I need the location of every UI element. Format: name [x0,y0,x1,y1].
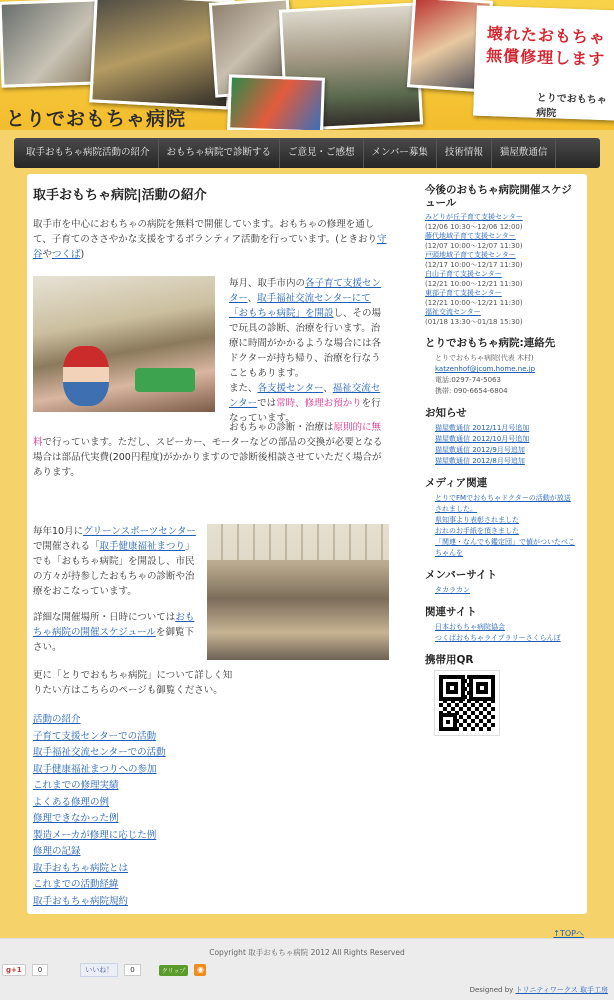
link-records[interactable]: 修理の記録 [33,846,81,857]
main-nav [14,138,600,168]
contact-title: とりでおもちゃ病院:連絡先 [425,337,556,349]
news-list [425,423,575,467]
link-examples[interactable]: よくある修理の例 [33,796,110,808]
related-link[interactable]: つくばおもちゃライブラリーさくらんぼ [435,634,561,642]
facebook-like-count: 0 [124,964,140,976]
event-link[interactable]: 東部子育て支援センター [425,289,502,297]
contact-section [425,337,575,397]
link-welfare[interactable]: 取手福祉交流センターでの活動 [33,747,166,758]
green-sports-center-link[interactable]: グリーンスポーツセンター [83,526,196,537]
sign-text [486,23,606,71]
text: し、その場で玩具の診断、治療を行います。治療に時間がかかるような場合には各ドクターが持ち帰り、治療を行なうこともあります。 [229,308,382,379]
content-card [27,174,587,914]
event-date: (12/17 10:00～12/17 11:30) [425,260,523,269]
free-highlight: 原則的に無料 [33,422,382,448]
related-list [425,622,575,644]
media-link[interactable]: 「関連・なんでも鑑定団」で値がついたべこちゃんを [435,538,575,557]
text: では [257,398,277,409]
welfare-exchange-link[interactable]: 福祉交流センター [229,383,381,409]
link-maker[interactable]: 製造メーカが修理に応じた例 [33,829,157,841]
text: 毎年10月に [33,526,84,537]
schedule-paragraph [33,610,197,655]
header-photo [227,74,325,130]
link-childcare[interactable]: 子育て支援センターでの活動 [33,730,157,742]
link-history[interactable]: これまでの活動経緯 [33,879,119,890]
member-section [425,569,575,596]
header-photo [0,0,103,88]
support-center-link[interactable]: 各子育て支援センター [229,278,382,304]
nav-item-newsletter[interactable]: 猫屋敷通信 [492,138,557,168]
site-footer [0,938,614,1000]
schedule-section [425,184,575,327]
text: を御覧下さい。 [33,627,194,653]
event-link[interactable]: みどりが丘子育て支援センター [425,213,523,221]
event-link[interactable]: 戸頭地域子育て支援センター [425,251,516,259]
designed-prefix: Designed by [469,986,516,994]
event-date: (12/06 10:30～12/06 12:00) [425,222,523,231]
news-link[interactable]: 猫屋敷通信 2012/10月号追加 [435,435,530,443]
contact-email-link[interactable]: katzenhof@jcom.home.ne.jp [435,365,536,373]
link-festival[interactable]: 取手健康福祉まつりへの参加 [33,763,157,775]
monthly-paragraph [229,276,389,426]
designer-link[interactable]: トリニティワークス 取手工房 [515,986,608,994]
sidebar [425,184,575,745]
qr-title: 携帯用QR [425,654,474,666]
social-buttons [0,963,206,977]
news-link[interactable]: 猫屋敷通信 2012/11月号追加 [435,424,530,432]
news-link[interactable]: 猫屋敷通信 2012/8月号追加 [435,457,525,465]
page-links [33,712,166,910]
welfare-center-link[interactable]: 取手福祉交流センターにて「おもちゃ病院」を開設 [229,293,371,319]
festival-paragraph [33,524,197,599]
text: で行っています。ただし、スピーカー、モーターなどの部品の交換が必要となる場合は部品代実費(200円程度)がかかりますので診断後相談させていただく場合があります。 [33,437,383,478]
related-title: 関連サイト [425,606,477,618]
nav-item-recruit[interactable]: メンバー募集 [364,138,437,168]
link-rules[interactable]: 取手おもちゃ病院規約 [33,895,129,907]
festival-photo [207,524,389,660]
link-results[interactable]: これまでの修理実績 [33,780,119,791]
more-info-paragraph: 更に「とりでおもちゃ病院」について詳しく知りたい方はこちらのページも御覧ください。 [33,670,233,696]
related-section [425,606,575,644]
text: 、 [323,383,333,394]
rss-icon[interactable]: ◉ [194,964,206,976]
qr-section [425,654,575,735]
news-title: お知らせ [425,407,467,419]
contact-info [425,353,575,397]
text: を行なっています。 [229,398,381,424]
news-section [425,407,575,467]
text: 毎月、取手市内の [229,278,306,289]
main-content [33,184,389,907]
contact-name: とりでおもちゃ病院(代表 木村) [435,354,534,362]
news-link[interactable]: 猫屋敷通信 2012/9月号追加 [435,446,525,454]
event-date: (12/21 10:00～12/21 11:30) [425,298,523,307]
member-link[interactable]: タカラカン [435,586,470,594]
sign-line-1: 壊れたおもちゃ [486,23,607,48]
intro-text: や [42,249,53,260]
media-title: メディア関連 [425,477,488,489]
nav-item-tech[interactable]: 技術情報 [437,138,492,168]
related-link[interactable]: 日本おもちゃ病院協会 [435,623,505,631]
page-title: 取手おもちゃ病院|活動の紹介 [33,188,207,203]
link-about[interactable]: 取手おもちゃ病院とは [33,862,129,874]
qr-code-icon [435,671,499,735]
event-link[interactable]: 福祉交流センター [425,308,481,316]
fee-paragraph [33,420,383,480]
text: 詳細な開催場所・日時については [33,612,176,623]
media-section [425,477,575,559]
text: おもちゃの診断・治療は [229,422,334,433]
toy-figure [135,368,195,392]
event-date: (01/18 13:30～01/18 15:30) [425,317,523,326]
link-activities[interactable]: 活動の紹介 [33,714,81,725]
sign-small-text: とりでおもちゃ病院 [536,92,607,120]
google-plus-count: 0 [32,964,48,976]
link-failed[interactable]: 修理できなかった例 [33,813,119,824]
tsukuba-link[interactable]: つくば [52,249,81,260]
google-plus-button[interactable]: g+1 [2,964,26,976]
intro-text: ) [80,249,85,260]
text: 」でも「おもちゃ病院」を開設し、市民の方々が持参したおもちゃの診断や治療をおこなっています。 [33,541,195,597]
event-date: (12/21 10:00～12/21 11:30) [425,279,523,288]
site-header [0,0,614,130]
event-date: (12/07 10:00～12/07 11:30) [425,241,523,250]
moriya-link[interactable]: 守谷 [33,234,387,260]
to-top-link[interactable]: ↑TOPへ [553,929,584,938]
schedule-title: 今後のおもちゃ病院開催スケジュール [425,184,572,209]
schedule-link[interactable]: おもちゃ病院の開催スケジュール [33,612,195,638]
sign-line-2: 無償修理します [485,45,606,70]
member-list [425,585,575,596]
media-list [425,493,575,559]
media-link[interactable]: とりでFMでおもちゃドクターの活動が放送されました。 [435,494,571,513]
highlight-text: 常時、修理お預かり [276,398,362,409]
site-title[interactable]: とりでおもちゃ病院 [6,108,187,130]
contact-mobile: 携帯: 090-6654-6804 [435,387,508,395]
event-link[interactable]: 藤代地域子育て支援センター [425,232,516,240]
nav-item-activities[interactable]: 取手おもちゃ病院活動の紹介 [18,138,159,168]
text: 、 [247,293,258,304]
text: また、 [229,383,258,394]
clinic-photo [33,276,215,412]
member-title: メンバーサイト [425,569,498,581]
media-link[interactable]: おれのお手紙を頂きました [435,527,519,535]
photo-window [207,524,389,560]
contact-tel: 電話:0297-74-5063 [435,376,501,384]
intro-paragraph [33,217,389,262]
intro-text: 取手市を中心におもちゃの病院を無料で開催しています。おもちゃの修理を通して、子育てのささやかな支援をするボランティア活動を行っています。(ときおり [33,219,377,245]
child-figure [63,346,109,406]
clip-button[interactable]: クリップ [159,965,189,976]
support-centers-link[interactable]: 各支援センター [257,383,324,394]
header-sign-photo [473,6,614,121]
media-link[interactable]: 県知事より表彰されました [435,516,519,524]
nav-item-feedback[interactable]: ご意見・ご感想 [280,138,364,168]
health-festival-link[interactable]: 取手健康福祉まつり [99,541,186,552]
copyright: Copyright 取手おもちゃ病院 2012 All Rights Reserved [209,948,405,957]
nav-item-diagnosis[interactable]: おもちゃ病院で診断する [159,138,281,168]
designed-by [470,985,608,995]
event-list [425,213,575,327]
facebook-like-button[interactable]: いいね！ [80,963,118,977]
text: で開催される「 [33,541,100,552]
event-link[interactable]: 白山子育て支援センター [425,270,502,278]
